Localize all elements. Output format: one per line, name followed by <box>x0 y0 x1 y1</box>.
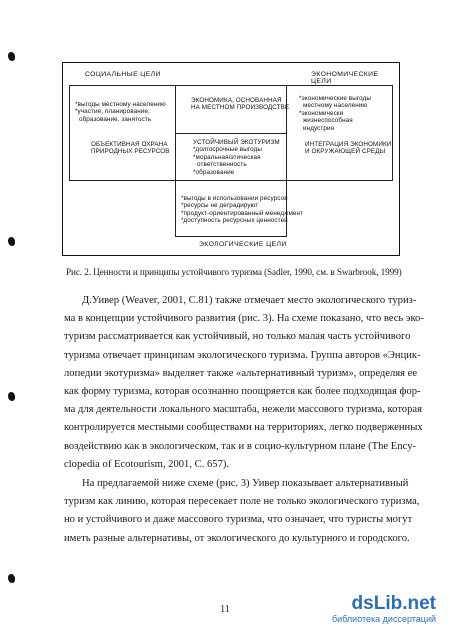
text-line: туризма отвечает принципам экологического туризма. Группа авторов «Энцик- <box>64 349 421 361</box>
text-line: контролируется местными сообществами на территориях, легко подверженных <box>64 422 423 434</box>
text-line: но и устойчивого и даже массового туризма, что означает, что туристы могут <box>64 514 413 526</box>
sustainable-ecotourism-items: УСТОЙЧИВЫЙ ЭКОТУРИЗМ *долгосрочные выгоды *моральная/этическая ответственность *образование <box>193 139 280 176</box>
text-line: туризм рассматривается как устойчивый, но только малая часть устойчивого <box>64 331 411 343</box>
watermark-logo: dsLib.net <box>351 593 436 614</box>
paragraph-2 <box>64 475 420 548</box>
text-line: воздействию как в экологическом, так и в социо-культурном плане (The Ency- <box>64 440 417 452</box>
scan-mark <box>8 52 15 61</box>
scan-mark <box>8 574 15 583</box>
text-line: Д.Уивер (Weaver, 2001, С.81) также отмечает место экологического туриз- <box>82 295 417 306</box>
text-line: clopedia of Ecotourism, 2001, C. 657). <box>64 458 230 470</box>
page-number: 11 <box>220 604 230 615</box>
text-line: ма в концепции устойчивого развития (рис. 3). На схеме показано, что весь эко- <box>64 313 424 325</box>
text-line: лопедии экотуризма» выделяет также «альтернативный туризм», определяя ее <box>64 367 418 379</box>
paragraph-1 <box>64 292 424 474</box>
text-line: ма для деятельности локального масштаба, нежели массового туризма, которая <box>64 404 422 416</box>
economic-goals-title: ЭКОНОМИЧЕСКИЕ ЦЕЛИ <box>311 71 379 85</box>
scan-mark <box>8 237 15 246</box>
ecological-items: *выгоды в использовании ресурсов *ресурсы не деградируют *продукт-ориентированный менеджмент *доступность ресурсных ценностей <box>181 195 304 225</box>
nature-box-label: ОБЪЕКТИВНАЯ ОХРАНА ПРИРОДНЫХ РЕСУРСОВ <box>91 141 170 156</box>
text-line: На предлагаемой ниже схеме (рис. 3) Уивер показывает альтернативный <box>82 478 409 489</box>
scan-mark <box>8 392 15 401</box>
economy-box-label: ЭКОНОМИКА, ОСНОВАННАЯ НА МЕСТНОМ ПРОИЗВОДСТВЕ <box>191 97 290 112</box>
text-line: как форму туризма, которая осознанно поощряется как более подходящая фор- <box>64 385 421 397</box>
watermark-subtitle: библиотека диссертаций <box>331 614 436 624</box>
watermark <box>332 594 436 624</box>
ecological-goals-title: ЭКОЛОГИЧЕСКИЕ ЦЕЛИ <box>199 241 287 248</box>
figure-caption: Рис. 2. Ценности и принципы устойчивого туризма (Sadler, 1990, см. в Swarbrook, 1999) <box>66 267 402 277</box>
text-line: туризм как линию, которая пересекает поле не только экологического туризма, <box>64 496 420 508</box>
integration-box-label: ИНТЕГРАЦИЯ ЭКОНОМИКИ И ОКРУЖАЮЩЕЙ СРЕДЫ <box>305 141 392 156</box>
text-line: иметь разные альтернативы, от экологического до культурного и городского. <box>64 532 410 544</box>
social-goals-title: СОЦИАЛЬНЫЕ ЦЕЛИ <box>85 71 161 78</box>
economic-items: *экономические выгоды местному населению *экономически жизнеспособная индустрия <box>299 95 371 132</box>
social-items: *выгоды местному населению *участие, планирование, образование, занятость <box>75 101 166 123</box>
sustainable-tourism-diagram <box>62 62 400 256</box>
